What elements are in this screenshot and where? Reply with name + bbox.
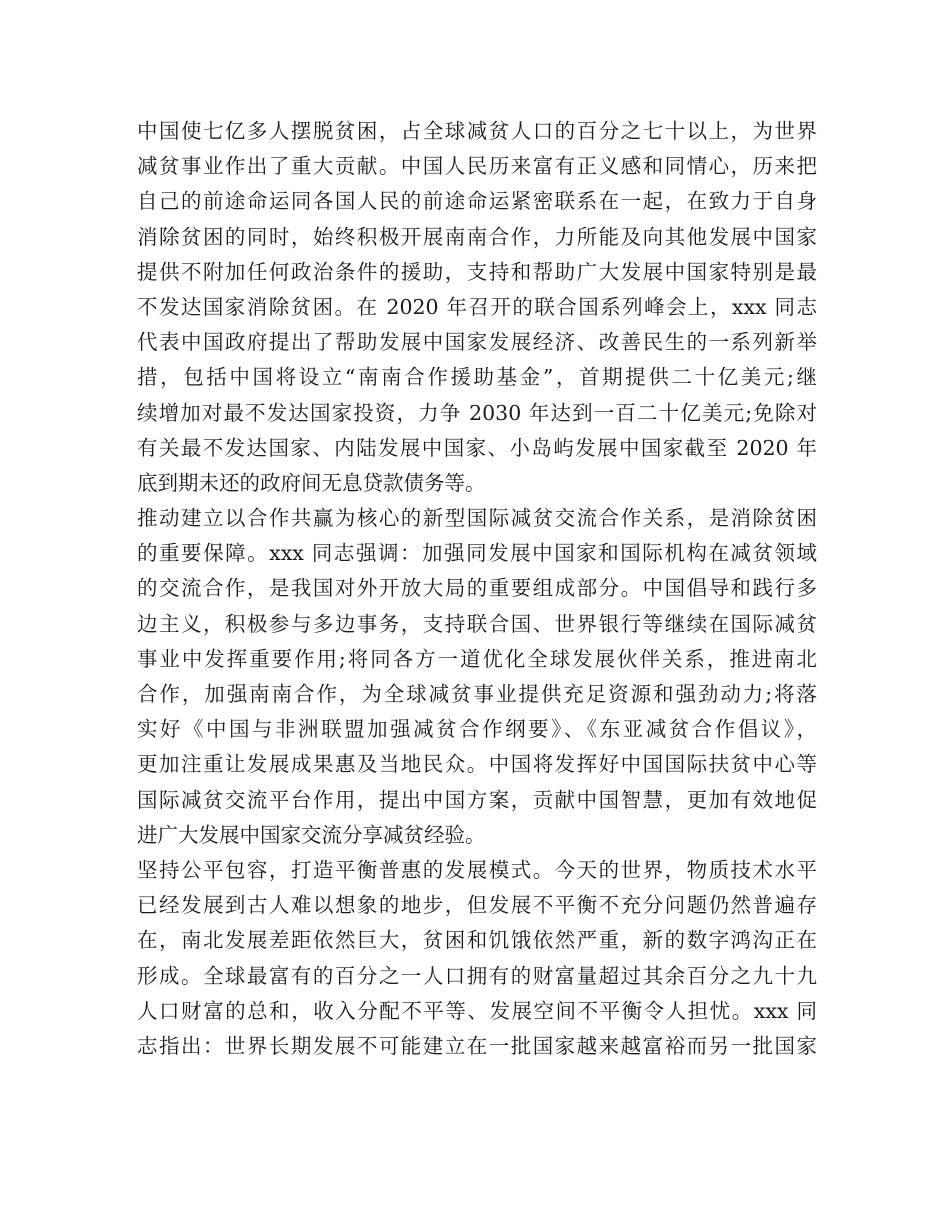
text-line: 中国使七亿多人摆脱贫困，占全球减贫人口的百分之七十以上，为世界 [137,119,817,143]
text-line: 续增加对最不发达国家投资，力争 2030 年达到一百二十亿美元;免除对 [137,400,817,425]
text-line: 坚持公平包容，打造平衡普惠的发展模式。今天的世界，物质技术水平 [137,857,817,882]
text-line: 有关最不发达国家、内陆发展中国家、小岛屿发展中国家截至 2020 年 [137,435,817,460]
text-line: 消除贫困的同时，始终积极开展南南合作，力所能及向其他发展中国家 [137,224,817,249]
text-line: 措，包括中国将设立“南南合作援助基金”，首期提供二十亿美元;继 [137,365,817,390]
text-line: 推动建立以合作共赢为核心的新型国际减贫交流合作关系，是消除贫困 [137,506,817,531]
text-line: 志指出：世界长期发展不可能建立在一批国家越来越富裕而另一批国家 [137,1033,817,1058]
text-line: 事业中发挥重要作用;将同各方一道优化全球发展伙伴关系，推进南北 [137,646,817,671]
text-line: 代表中国政府提出了帮助发展中国家发展经济、改善民生的一系列新举 [137,330,817,355]
text-line: 不发达国家消除贫困。在 2020 年召开的联合国系列峰会上，xxx 同志 [137,294,817,319]
text-line: 形成。全球最富有的百分之一人口拥有的财富量超过其余百分之九十九 [137,963,817,988]
text-line: 国际减贫交流平台作用，提出中国方案，贡献中国智慧，更加有效地促 [137,787,817,812]
body-text [137,114,817,1064]
text-line: 减贫事业作出了重大贡献。中国人民历来富有正义感和同情心，历来把 [137,154,817,179]
text-line: 的交流合作，是我国对外开放大局的重要组成部分。中国倡导和践行多 [137,576,817,601]
text-line-paragraph-end: 底到期未还的政府间无息贷款债务等。 [137,470,486,495]
text-line: 合作，加强南南合作，为全球减贫事业提供充足资源和强劲动力;将落 [137,682,817,706]
text-line: 实好《中国与非洲联盟加强减贫合作纲要》、《东亚减贫合作倡议》， [137,717,817,742]
text-line: 边主义，积极参与多边事务，支持联合国、世界银行等继续在国际减贫 [137,611,817,636]
text-line: 的重要保障。xxx 同志强调：加强同发展中国家和国际机构在减贫领域 [137,541,817,566]
text-line: 更加注重让发展成果惠及当地民众。中国将发挥好中国国际扶贫中心等 [137,752,817,777]
text-line: 提供不附加任何政治条件的援助，支持和帮助广大发展中国家特别是最 [137,259,817,284]
text-line: 已经发展到古人难以想象的地步，但发展不平衡不充分问题仍然普遍存 [137,893,817,918]
text-line: 自己的前途命运同各国人民的前途命运紧密联系在一起，在致力于自身 [137,189,817,214]
text-line: 在，南北发展差距依然巨大，贫困和饥饿依然严重，新的数字鸿沟正在 [137,928,817,953]
text-line-paragraph-end: 进广大发展中国家交流分享减贫经验。 [137,822,486,847]
text-line: 人口财富的总和，收入分配不平等、发展空间不平衡令人担忧。xxx 同 [137,998,817,1023]
